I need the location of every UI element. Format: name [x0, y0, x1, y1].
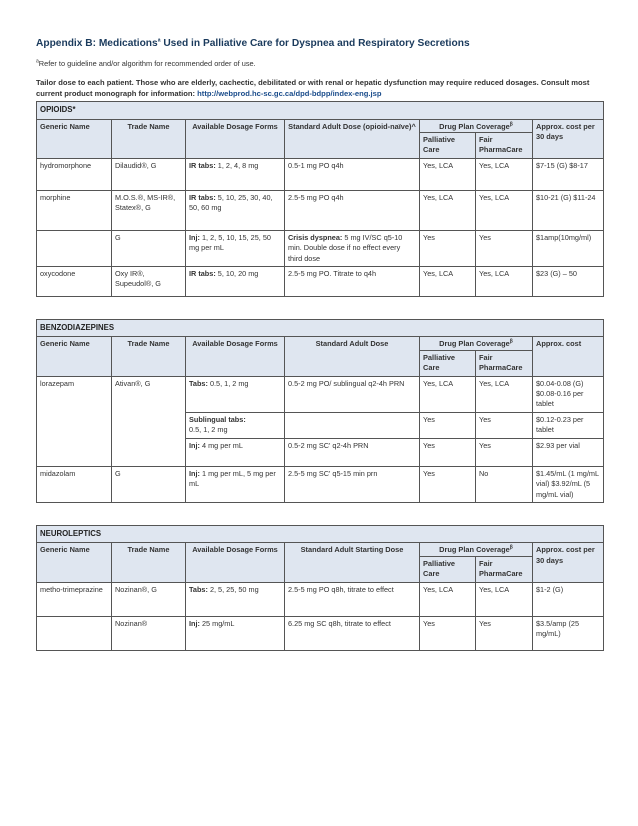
table-row: morphine M.O.S.®, MS-IR®, Statex®, G IR tabs: 5, 10, 25, 30, 40, 50, 60 mg 2.5-5 mg PO q4h Yes, LCA Yes, LCA $10-21 (G) $11-24 [37, 190, 604, 230]
footnote-note: $^a$Refer to guideline and/or algorithm for recommended order of use. [36, 58, 256, 68]
neuroleptics-table [36, 525, 604, 651]
header-approx-cost: Approx. cost [533, 337, 604, 376]
header-drug-plan-coverage: Drug Plan Coverage$^\beta$ [420, 543, 533, 556]
section-title-opioids: OPIOIDS* [37, 102, 604, 119]
table-row: metho-trimeprazine Nozinan®, G Tabs: 2, 5, 25, 50 mg 2.5-5 mg PO q8h, titrate to effect Yes, LCA Yes, LCA $1-2 (G) [37, 582, 604, 616]
document-page [36, 38, 603, 651]
header-adult-dose: Standard Adult Dose [285, 337, 420, 376]
table-row: Inj: 4 mg per mL 0.5-2 mg SC' q2-4h PRN Yes Yes $2.93 per vial [37, 438, 604, 466]
table-row: Sublingual tabs: 0.5, 1, 2 mg Yes Yes $0.12-0.23 per tablet [37, 412, 604, 438]
tailor-dose-note: Tailor dose to each patient. Those who are elderly, cachectic, debilitated or with renal or hepatic dysfunction may require reduced dosages. Consult most current product monograph for information: http://webprod.hc-sc.gc.ca/dpd-bdpp/index-eng.jsp [36, 78, 590, 98]
section-title-benzodiazepines: BENZODIAZEPINES [37, 320, 604, 337]
header-trade-name: Trade Name [112, 119, 186, 158]
benzodiazepines-table [36, 319, 604, 503]
header-dosage-forms: Available Dosage Forms [186, 337, 285, 376]
header-generic-name: Generic Name [37, 119, 112, 158]
header-trade-name: Trade Name [112, 543, 186, 582]
header-generic-name: Generic Name [37, 337, 112, 376]
header-trade-name: Trade Name [112, 337, 186, 376]
opioids-table [36, 101, 604, 297]
table-row: midazolam G Inj: 1 mg per mL, 5 mg per mL 2.5-5 mg SC' q5-15 min prn Yes No $1.45/mL (1 mg/mL vial) $3.92/mL (5 mg/mL vial) [37, 466, 604, 502]
table-row: Nozinan® Inj: 25 mg/mL 6.25 mg SC q8h, titrate to effect Yes Yes $3.5/amp (25 mg/mL) [37, 616, 604, 650]
title-footnote-marker: a [157, 37, 161, 44]
header-fair-pharmacare: Fair PharmaCare [476, 133, 533, 159]
table-row: G Inj: 1, 2, 5, 10, 15, 25, 50 mg per mL Crisis dyspnea: 5 mg IV/SC q5-10 min. Double dose if no effect every third dose Yes Yes $1amp(10mg/ml) [37, 230, 604, 266]
header-dosage-forms: Available Dosage Forms [186, 119, 285, 158]
header-dosage-forms: Available Dosage Forms [186, 543, 285, 582]
header-approx-cost: Approx. cost per 30 days [533, 543, 604, 582]
header-fair-pharmacare: Fair PharmaCare [476, 350, 533, 376]
header-palliative-care: Palliative Care [420, 556, 476, 582]
header-palliative-care: Palliative Care [420, 350, 476, 376]
table-row: hydromorphone Dilaudid®, G IR tabs: 1, 2, 4, 8 mg 0.5-1 mg PO q4h Yes, LCA Yes, LCA $7-15 (G) $8-17 [37, 158, 604, 190]
header-fair-pharmacare: Fair PharmaCare [476, 556, 533, 582]
monograph-link[interactable]: http://webprod.hc-sc.gc.ca/dpd-bdpp/index-eng.jsp [197, 88, 382, 98]
header-drug-plan-coverage: Drug Plan Coverage$^\beta$ [420, 337, 533, 350]
section-title-neuroleptics: NEUROLEPTICS [37, 525, 604, 542]
table-row: oxycodone Oxy IR®, Supeudol®, G IR tabs: 5, 10, 20 mg 2.5-5 mg PO. Titrate to q4h Yes, LCA Yes, LCA $23 (G) – 50 [37, 267, 604, 297]
header-palliative-care: Palliative Care [420, 133, 476, 159]
header-adult-dose: Standard Adult Starting Dose [285, 543, 420, 582]
header-adult-dose: Standard Adult Dose (opioid-naïve)^ [285, 119, 420, 158]
table-row: lorazepam Ativan®, G Tabs: 0.5, 1, 2 mg 0.5-2 mg PO/ sublingual q2-4h PRN Yes, LCA Yes, LCA $0.04-0.08 (G) $0.08-0.16 per tablet [37, 376, 604, 412]
page-title: Appendix B: Medications$^a$ Used in Palliative Care for Dyspnea and Respiratory Secretions [36, 37, 470, 49]
header-drug-plan-coverage: Drug Plan Coverage$^\beta$ [420, 119, 533, 132]
header-approx-cost: Approx. cost per 30 days [533, 119, 604, 158]
header-generic-name: Generic Name [37, 543, 112, 582]
